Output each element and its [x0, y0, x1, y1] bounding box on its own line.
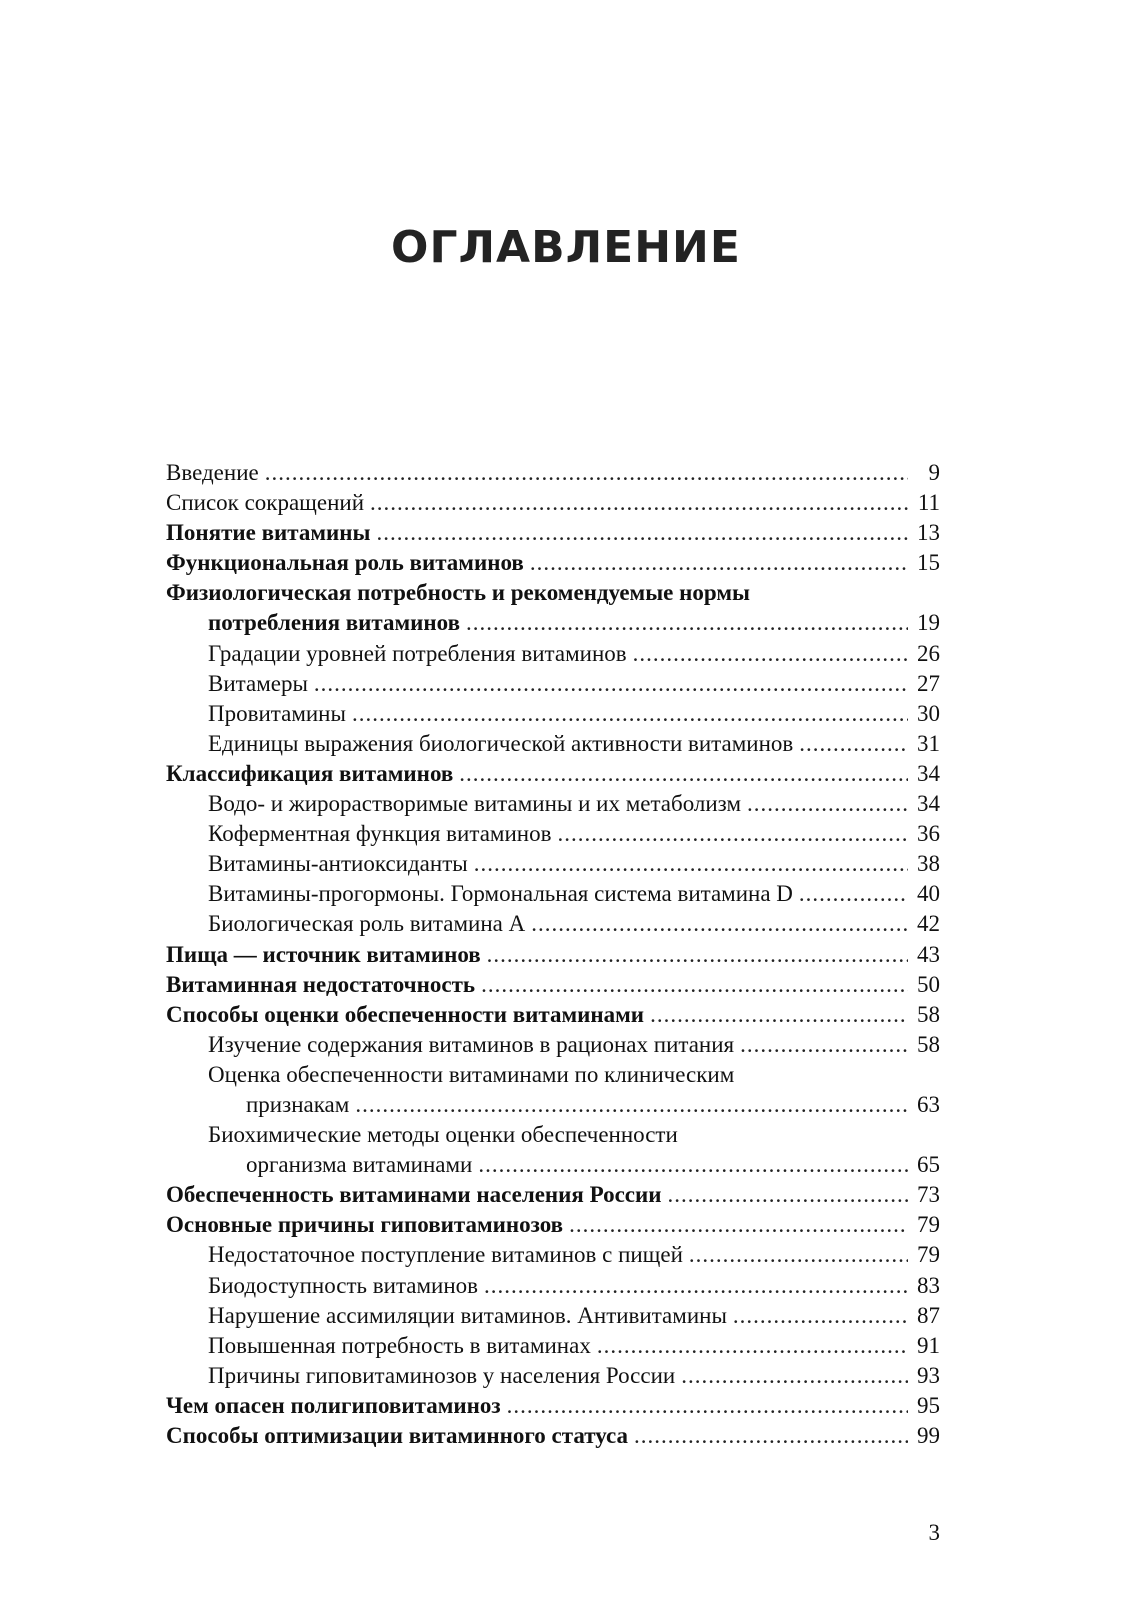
- toc-leader-dots: [487, 940, 908, 970]
- toc-entry-title: Витамины-антиоксиданты: [208, 851, 468, 877]
- toc-entry: [166, 1030, 940, 1060]
- page-number: 3: [928, 1520, 940, 1545]
- toc-entry-title: организма витаминами: [246, 1152, 473, 1178]
- toc-leader-dots: [740, 1030, 908, 1060]
- toc-entry-title: Градации уровней потребления витаминов: [208, 640, 627, 666]
- toc-leader-dots: [634, 1421, 908, 1451]
- toc-entry: [166, 819, 940, 849]
- toc-entry-page: 42: [917, 911, 940, 937]
- toc-entry-page: 31: [917, 730, 940, 756]
- toc-leader-dots: [314, 669, 908, 699]
- toc-entry: [166, 879, 940, 909]
- toc-entry-title: Способы оптимизации витаминного статуса: [166, 1423, 629, 1448]
- toc-entry: [166, 1391, 940, 1421]
- toc-entry-title: Биохимические методы оценки обеспеченности: [208, 1122, 678, 1148]
- toc-entry: [166, 488, 940, 518]
- toc-leader-dots: [650, 1000, 908, 1030]
- toc-entry-page: 9: [928, 460, 940, 485]
- toc-entry-page: 87: [917, 1302, 940, 1328]
- toc-entry-title: потребления витаминов: [208, 610, 461, 636]
- toc-entry-page: 73: [917, 1182, 940, 1208]
- toc-leader-dots: [733, 1301, 908, 1331]
- toc-entry-page: 65: [917, 1152, 940, 1178]
- toc-entry-title: Коферментная функция витаминов: [208, 821, 552, 847]
- toc-entry: [166, 548, 940, 578]
- toc-entry-title: Причины гиповитаминозов у населения России: [208, 1362, 676, 1388]
- toc-leader-dots: [530, 548, 908, 578]
- toc-entry-page: 19: [917, 610, 940, 636]
- toc-entry-page: 38: [917, 851, 940, 877]
- toc-entry: [166, 1120, 940, 1150]
- page-title: ОГЛАВЛЕНИЕ: [391, 222, 741, 273]
- toc-entry-page: 58: [917, 1031, 940, 1057]
- toc-leader-dots: [370, 488, 908, 518]
- toc-entry-page: 13: [917, 520, 940, 546]
- toc-entry-page: 27: [917, 670, 940, 696]
- toc-entry-page: 63: [917, 1091, 940, 1117]
- toc-entry-page: 26: [917, 640, 940, 666]
- toc-entry: [166, 789, 940, 819]
- toc-entry: [166, 1150, 940, 1180]
- toc-entry: [166, 669, 940, 699]
- toc-leader-dots: [557, 819, 908, 849]
- toc-entry-page: 58: [917, 1001, 940, 1027]
- toc-entry-page: 91: [917, 1332, 940, 1358]
- toc-entry-title: Список сокращений: [166, 490, 365, 516]
- toc-entry: [166, 518, 940, 548]
- toc-entry: [166, 1240, 940, 1270]
- toc-entry-title: Классификация витаминов: [166, 760, 454, 786]
- toc-leader-dots: [355, 1090, 908, 1120]
- toc-entry: [166, 1090, 940, 1120]
- toc-entry: [166, 1060, 940, 1090]
- toc-entry: [166, 608, 940, 638]
- toc-entry-page: 36: [917, 821, 940, 847]
- toc-entry-page: 93: [917, 1362, 940, 1388]
- toc-leader-dots: [799, 729, 908, 759]
- toc-entry: [166, 578, 940, 608]
- toc-entry-title: Понятие витамины: [166, 520, 371, 546]
- toc-entry: [166, 909, 940, 939]
- toc-entry-title: Пища — источник витаминов: [166, 941, 481, 967]
- toc-entry-page: 95: [917, 1392, 940, 1418]
- toc-entry-title: Нарушение ассимиляции витаминов. Антивитамины: [208, 1302, 727, 1328]
- toc-leader-dots: [747, 789, 908, 819]
- toc-leader-dots: [484, 1271, 908, 1301]
- toc-entry: [166, 1271, 940, 1301]
- toc-entry-title: Недостаточное поступление витаминов с пищей: [208, 1242, 683, 1268]
- toc-entry: [166, 849, 940, 879]
- toc-entry: [166, 699, 940, 729]
- toc-leader-dots: [481, 970, 908, 1000]
- toc-leader-dots: [689, 1240, 908, 1270]
- toc-entry-page: 83: [917, 1272, 940, 1298]
- toc-entry-title: признакам: [246, 1091, 350, 1117]
- table-of-contents: [166, 458, 940, 1451]
- toc-entry-title: Единицы выражения биологической активности витаминов: [208, 730, 794, 756]
- toc-entry-title: Физиологическая потребность и рекомендуемые нормы: [166, 580, 750, 606]
- toc-entry: [166, 970, 940, 1000]
- toc-entry-title: Изучение содержания витаминов в рационах питания: [208, 1031, 735, 1057]
- toc-leader-dots: [569, 1210, 908, 1240]
- toc-entry: [166, 458, 940, 488]
- toc-entry-page: 34: [917, 791, 940, 817]
- toc-leader-dots: [466, 608, 908, 638]
- toc-entry-page: 50: [917, 971, 940, 997]
- toc-entry-title: Введение: [166, 460, 259, 485]
- toc-entry-page: 79: [917, 1212, 940, 1238]
- toc-leader-dots: [668, 1180, 908, 1210]
- toc-entry-page: 99: [917, 1423, 940, 1448]
- toc-leader-dots: [799, 879, 908, 909]
- toc-entry-page: 11: [917, 490, 940, 516]
- toc-leader-dots: [681, 1361, 908, 1391]
- toc-entry-page: 30: [917, 700, 940, 726]
- toc-entry: [166, 1210, 940, 1240]
- toc-leader-dots: [474, 849, 908, 879]
- toc-entry-title: Биологическая роль витамина А: [208, 911, 526, 937]
- toc-entry-page: 15: [917, 550, 940, 576]
- toc-entry: [166, 729, 940, 759]
- toc-entry-title: Оценка обеспеченности витаминами по клиническим: [208, 1061, 735, 1087]
- toc-entry-title: Витаминная недостаточность: [166, 971, 476, 997]
- toc-entry-title: Функциональная роль витаминов: [166, 550, 524, 576]
- toc-entry: [166, 1000, 940, 1030]
- toc-leader-dots: [531, 909, 908, 939]
- toc-entry: [166, 1301, 940, 1331]
- toc-entry-title: Способы оценки обеспеченности витаминами: [166, 1001, 645, 1027]
- toc-leader-dots: [597, 1331, 908, 1361]
- toc-entry-title: Витамины-прогормоны. Гормональная система витамина D: [208, 881, 793, 907]
- toc-entry: [166, 1361, 940, 1391]
- toc-leader-dots: [265, 458, 908, 488]
- toc-entry-title: Витамеры: [208, 670, 308, 696]
- toc-entry-title: Биодоступность витаминов: [208, 1272, 479, 1298]
- toc-entry: [166, 1180, 940, 1210]
- toc-leader-dots: [478, 1150, 908, 1180]
- toc-entry-title: Обеспеченность витаминами населения России: [166, 1182, 662, 1208]
- toc-entry-page: 34: [917, 760, 940, 786]
- toc-entry-title: Чем опасен полигиповитаминоз: [166, 1392, 501, 1418]
- toc-entry: [166, 940, 940, 970]
- toc-leader-dots: [376, 518, 908, 548]
- toc-entry-page: 79: [917, 1242, 940, 1268]
- toc-entry-page: 43: [917, 941, 940, 967]
- toc-entry: [166, 1421, 940, 1451]
- toc-entry-title: Основные причины гиповитаминозов: [166, 1212, 564, 1238]
- toc-leader-dots: [459, 759, 908, 789]
- toc-entry-title: Водо- и жирорастворимые витамины и их метаболизм: [208, 791, 741, 817]
- toc-entry: [166, 759, 940, 789]
- toc-leader-dots: [352, 699, 908, 729]
- toc-entry-title: Провитамины: [208, 700, 346, 726]
- toc-entry: [166, 639, 940, 669]
- toc-entry: [166, 1331, 940, 1361]
- toc-entry-page: 40: [917, 881, 940, 907]
- toc-entry-title: Повышенная потребность в витаминах: [208, 1332, 591, 1358]
- toc-leader-dots: [633, 639, 908, 669]
- toc-leader-dots: [507, 1391, 908, 1421]
